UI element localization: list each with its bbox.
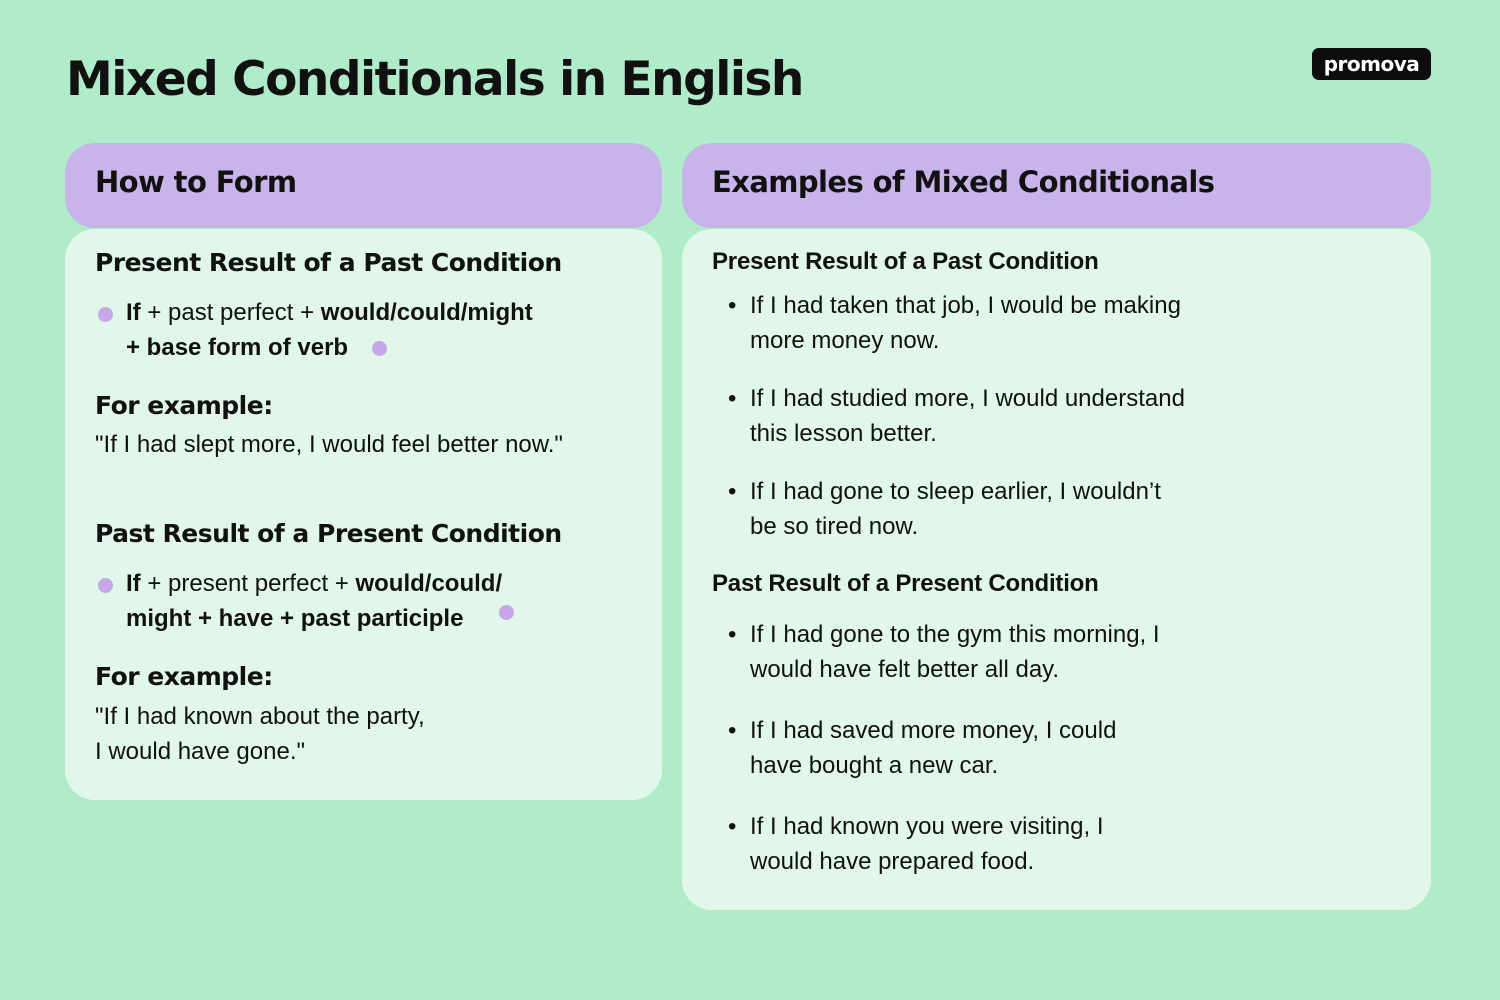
example-line: I would have gone." xyxy=(95,738,305,765)
formula-modal: would/could/ xyxy=(355,570,503,597)
example-label: For example: xyxy=(95,391,273,420)
formula-verb: + base form of verb xyxy=(126,334,349,361)
group-title-present-result: Present Result of a Past Condition xyxy=(712,248,1099,275)
page-title: Mixed Conditionals in English xyxy=(66,52,803,107)
how-to-form-heading: How to Form xyxy=(65,143,662,228)
formula-past-result xyxy=(126,566,502,636)
promova-logo[interactable]: promova xyxy=(1312,48,1431,80)
examples-card xyxy=(682,229,1431,910)
formula-modal: would/could/might xyxy=(320,299,533,326)
list-item: • If I had studied more, I would understand this lesson better. xyxy=(728,385,1185,447)
list-item: • If I had gone to the gym this morning, I would have felt better all day. xyxy=(728,621,1160,683)
formula-middle: + present perfect + xyxy=(140,570,356,597)
list-item: • If I had known you were visiting, I would have prepared food. xyxy=(728,813,1104,875)
example-label: For example: xyxy=(95,662,273,691)
list-item: • If I had taken that job, I would be making more money now. xyxy=(728,292,1181,354)
formula-if: If xyxy=(126,570,141,597)
bullet-dot-icon xyxy=(98,578,113,593)
section-title-past-result: Past Result of a Present Condition xyxy=(95,519,562,548)
list-item: • If I had gone to sleep earlier, I wouldn’t be so tired now. xyxy=(728,478,1161,540)
how-to-form-card xyxy=(65,229,662,800)
formula-if: If xyxy=(126,299,141,326)
formula-middle: + past perfect + xyxy=(140,299,321,326)
example-text: "If I had slept more, I would feel better now." xyxy=(95,431,563,458)
bullet-dot-icon xyxy=(499,605,514,620)
bullet-dot-icon xyxy=(372,341,387,356)
example-line: "If I had known about the party, xyxy=(95,703,425,730)
formula-participle: might + have + past participle xyxy=(126,605,464,632)
group-title-past-result: Past Result of a Present Condition xyxy=(712,570,1099,597)
list-item: • If I had saved more money, I could have bought a new car. xyxy=(728,717,1117,779)
section-title-present-result: Present Result of a Past Condition xyxy=(95,248,562,277)
bullet-dot-icon xyxy=(98,307,113,322)
example-text xyxy=(95,699,425,769)
examples-heading: Examples of Mixed Conditionals xyxy=(682,143,1431,228)
formula-present-result xyxy=(126,295,533,365)
